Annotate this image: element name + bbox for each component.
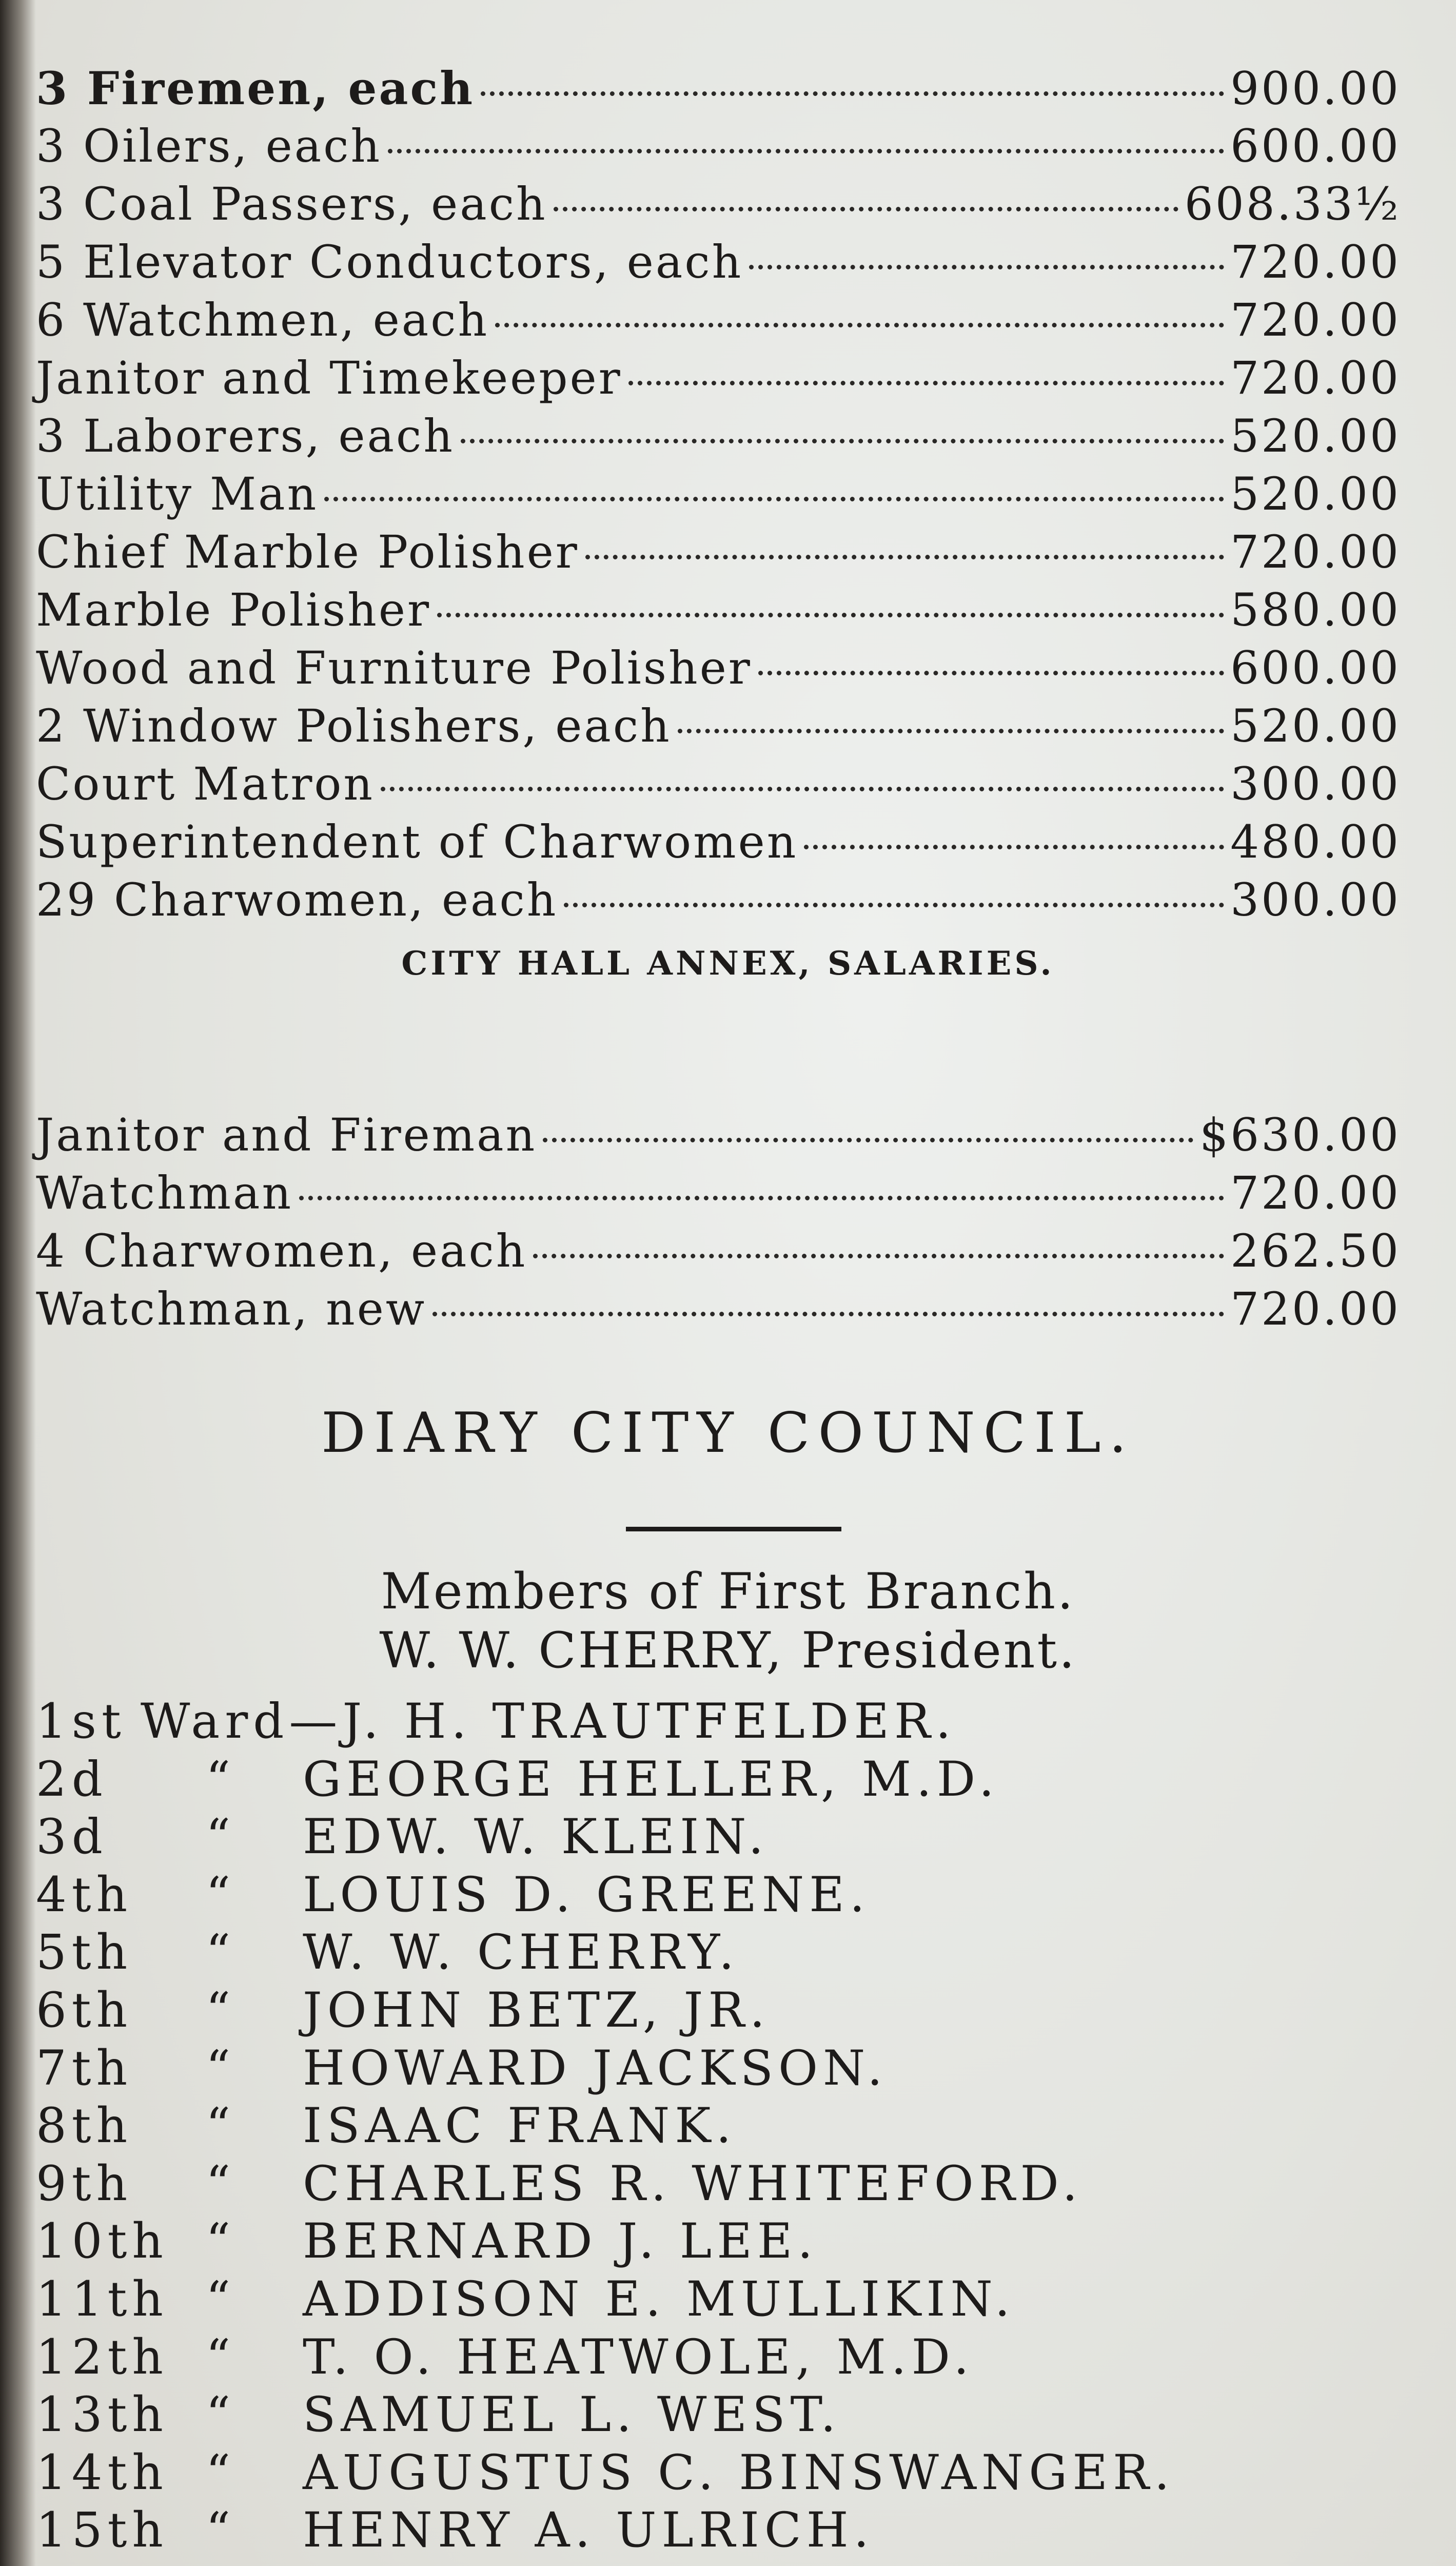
salary-amount: 520.00	[1230, 468, 1401, 520]
salary-row	[36, 873, 1401, 931]
annex-row	[36, 1167, 1401, 1224]
dot-leader	[495, 323, 1224, 327]
salary-row	[36, 699, 1401, 757]
salary-row	[36, 526, 1401, 584]
annex-label: Watchman	[36, 1167, 293, 1219]
dot-leader	[381, 787, 1224, 791]
ward-row	[36, 2040, 1421, 2098]
salary-amount: 720.00	[1230, 236, 1401, 288]
salary-row	[36, 178, 1401, 236]
annex-row	[36, 1224, 1401, 1282]
salary-amount: 300.00	[1230, 873, 1401, 926]
ward-row	[36, 1982, 1421, 2040]
ward-number: 8th	[36, 2098, 133, 2154]
dot-leader	[678, 729, 1224, 733]
ward-number: 2d	[36, 1751, 108, 1807]
dot-leader	[432, 1312, 1224, 1316]
salary-row	[36, 815, 1401, 873]
salary-label: Utility Man	[36, 468, 319, 520]
salary-label: Marble Polisher	[36, 584, 431, 636]
salary-label: Wood and Furniture Polisher	[36, 642, 752, 694]
ditto-mark: “	[205, 2329, 236, 2385]
ward-row	[36, 2271, 1421, 2329]
member-name: BERNARD J. LEE.	[303, 2213, 818, 2270]
member-name: HENRY A. ULRICH.	[303, 2502, 874, 2559]
salary-label: Janitor and Timekeeper	[36, 352, 622, 404]
section-divider	[626, 1527, 841, 1531]
salary-label: Superintendent of Charwomen	[36, 815, 798, 868]
salary-label: 3 Firemen, each	[36, 62, 475, 115]
dot-leader	[564, 903, 1224, 907]
salary-label: Court Matron	[36, 757, 375, 810]
dot-leader	[804, 845, 1224, 849]
ward-row	[36, 1867, 1421, 1925]
salary-amount: 720.00	[1230, 352, 1401, 404]
ward-row	[36, 2445, 1421, 2503]
dot-leader	[388, 149, 1224, 153]
ward-number: 15th	[36, 2502, 168, 2559]
salary-row	[36, 584, 1401, 642]
ditto-mark: “	[205, 2387, 236, 2443]
dollar-sign: $	[1199, 1109, 1231, 1161]
salary-label: Chief Marble Polisher	[36, 526, 579, 578]
member-name: AUGUSTUS C. BINSWANGER.	[303, 2444, 1175, 2501]
member-name: CHARLES R. WHITEFORD.	[303, 2155, 1083, 2212]
dot-leader	[749, 265, 1224, 269]
ditto-mark: “	[205, 2502, 236, 2559]
ward-row	[36, 1809, 1421, 1867]
member-name: HOWARD JACKSON.	[303, 2040, 888, 2096]
member-name: EDW. W. KLEIN.	[303, 1809, 769, 1865]
dot-leader	[461, 439, 1224, 443]
ditto-mark: “	[205, 1924, 236, 1981]
salary-row	[36, 642, 1401, 699]
member-name: GEORGE HELLER, M.D.	[303, 1751, 999, 1807]
ward-number: 12th	[36, 2329, 168, 2385]
dot-leader	[324, 497, 1224, 501]
salary-row	[36, 294, 1401, 352]
dot-leader	[758, 671, 1224, 675]
salary-amount: 520.00	[1230, 699, 1401, 752]
ditto-mark: “	[205, 1809, 236, 1865]
ditto-mark: “	[205, 2098, 236, 2154]
ward-number: 3d	[36, 1809, 108, 1865]
salary-row	[36, 120, 1401, 178]
ward-word: Ward—	[140, 1694, 343, 1749]
ditto-mark: “	[205, 1982, 236, 2038]
members-heading: Members of First Branch.	[381, 1563, 1075, 1620]
salary-label: 2 Window Polishers, each	[36, 699, 672, 752]
ward-number: 13th	[36, 2387, 168, 2443]
ward-number: 14th	[36, 2444, 168, 2501]
member-name: W. W. CHERRY.	[303, 1924, 739, 1981]
ditto-mark: “	[205, 2155, 236, 2212]
salary-label: 5 Elevator Conductors, each	[36, 236, 743, 288]
salary-label: 3 Laborers, each	[36, 410, 455, 462]
salary-amount: 480.00	[1230, 815, 1401, 868]
salary-amount: 580.00	[1230, 584, 1401, 636]
annex-label: 4 Charwomen, each	[36, 1224, 527, 1277]
dot-leader	[481, 91, 1224, 96]
dot-leader	[585, 555, 1224, 559]
annex-row	[36, 1282, 1401, 1340]
dot-leader	[299, 1196, 1224, 1200]
salary-amount: 600.00	[1230, 120, 1401, 172]
ward-number: 10th	[36, 2213, 168, 2270]
ditto-mark: “	[205, 2271, 236, 2327]
annex-salary-list	[36, 1109, 1401, 1340]
annex-amount: 720.00	[1230, 1282, 1401, 1335]
president-line: W. W. CHERRY, President.	[379, 1622, 1077, 1679]
page-binding-shadow	[0, 0, 36, 2566]
ward-row	[36, 2502, 1421, 2560]
dot-leader	[554, 207, 1178, 211]
salary-amount: 720.00	[1230, 526, 1401, 578]
ditto-mark: “	[205, 1751, 236, 1807]
ward-row	[36, 2213, 1421, 2271]
ward-number: 6th	[36, 1982, 133, 2038]
ditto-mark: “	[205, 2444, 236, 2501]
annex-heading: CITY HALL ANNEX, SALARIES.	[401, 944, 1055, 983]
salary-list	[36, 62, 1401, 931]
dot-leader	[628, 381, 1224, 385]
ward-row	[36, 2098, 1421, 2156]
ditto-mark: “	[205, 1867, 236, 1923]
salary-amount: 608.33½	[1184, 178, 1401, 230]
annex-amount: 630.00	[1230, 1109, 1401, 1161]
salary-amount: 900.00	[1230, 62, 1401, 115]
member-name: SAMUEL L. WEST.	[303, 2387, 841, 2443]
annex-label: Janitor and Fireman	[36, 1109, 537, 1161]
salary-amount: 520.00	[1230, 410, 1401, 462]
council-title: DIARY CITY COUNCIL.	[321, 1401, 1135, 1465]
member-name: J. H. TRAUTFELDER.	[342, 1694, 956, 1749]
salary-label: 3 Oilers, each	[36, 120, 382, 172]
annex-amount: 720.00	[1230, 1167, 1401, 1219]
annex-label: Watchman, new	[36, 1282, 427, 1335]
salary-amount: 300.00	[1230, 757, 1401, 810]
ward-number: 1st	[36, 1694, 126, 1749]
ward-row	[36, 2387, 1421, 2445]
ward-number: 7th	[36, 2040, 133, 2096]
salary-row	[36, 757, 1401, 815]
member-name: JOHN BETZ, JR.	[303, 1982, 771, 2038]
ward-number: 4th	[36, 1867, 133, 1923]
salary-row	[36, 468, 1401, 526]
ditto-mark: “	[205, 2040, 236, 2096]
dot-leader	[533, 1254, 1224, 1258]
member-name: T. O. HEATWOLE, M.D.	[303, 2329, 974, 2385]
ward-row	[36, 1924, 1421, 1982]
dot-leader	[543, 1138, 1193, 1142]
salary-row	[36, 410, 1401, 468]
ward-members-list	[36, 1694, 1421, 2560]
dot-leader	[437, 613, 1224, 617]
salary-row	[36, 236, 1401, 294]
ward-number: 11th	[36, 2271, 168, 2327]
salary-label: 3 Coal Passers, each	[36, 178, 547, 230]
ward-row	[36, 1694, 1421, 1752]
ward-number: 9th	[36, 2155, 133, 2212]
ward-number: 5th	[36, 1924, 133, 1981]
salary-label: 29 Charwomen, each	[36, 873, 558, 926]
member-name: ADDISON E. MULLIKIN.	[303, 2271, 1015, 2327]
member-name: ISAAC FRANK.	[303, 2098, 737, 2154]
salary-label: 6 Watchmen, each	[36, 294, 489, 346]
salary-amount: 600.00	[1230, 642, 1401, 694]
salary-row	[36, 62, 1401, 120]
ditto-mark: “	[205, 2213, 236, 2270]
annex-row	[36, 1109, 1401, 1167]
ward-row	[36, 1752, 1421, 1810]
member-name: LOUIS D. GREENE.	[303, 1867, 870, 1923]
ward-row	[36, 2329, 1421, 2387]
ward-row	[36, 2156, 1421, 2214]
annex-amount: 262.50	[1230, 1224, 1401, 1277]
salary-amount: 720.00	[1230, 294, 1401, 346]
salary-row	[36, 352, 1401, 410]
